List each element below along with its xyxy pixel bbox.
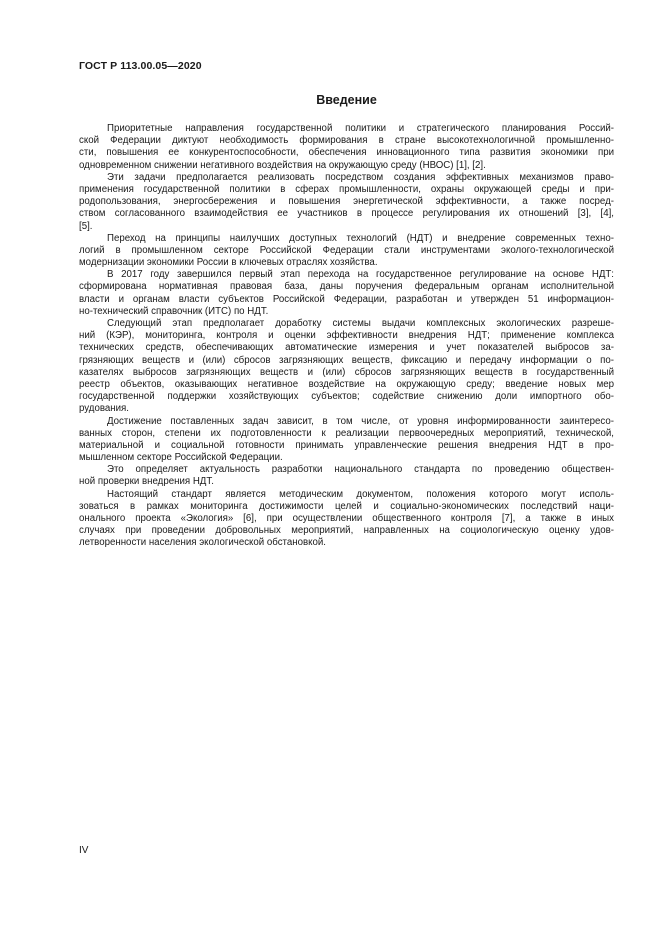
text-line: грязняющих веществ и (или) сбросов загрязняющих веществ, фиксацию и передачу информации о по- xyxy=(79,354,614,366)
paragraph xyxy=(79,464,614,488)
text-line: технических средств, обеспечивающих автоматические измерения и учет показателей выбросов за- xyxy=(79,342,614,354)
text-line: случаях при проведении добровольных мероприятий, направленных на социологическую оценку удов- xyxy=(79,525,614,537)
text-line: ством согласованного взаимодействия ее участников в процессе регулирования их отношений [3], [4], xyxy=(79,208,614,220)
paragraph xyxy=(79,172,614,233)
text-line: ний (КЭР), мониторинга, контроля и оценки эффективности внедрения НДТ; применение комплекса xyxy=(79,330,614,342)
section-title: Введение xyxy=(316,93,377,107)
text-line: реестр объектов, оказывающих негативное воздействие на окружающую среду; введение новых мер xyxy=(79,378,614,390)
text-line: Достижение поставленных задач зависит, в том числе, от уровня информированности заинтересо- xyxy=(107,415,614,427)
paragraph xyxy=(79,489,614,550)
text-line: сформирована нормативная правовая база, даны поручения федеральным органам исполнительной xyxy=(79,281,614,293)
text-line: ной проверки внедрения НДТ. xyxy=(79,476,214,488)
paragraph xyxy=(79,123,614,172)
text-line: модернизации экономики России в ключевых отраслях хозяйства. xyxy=(79,257,378,269)
text-line: [5]. xyxy=(79,220,93,232)
paragraph xyxy=(79,416,614,465)
paragraph xyxy=(79,318,614,416)
text-line: летворенности населения экологической обстановкой. xyxy=(79,537,326,549)
text-line: ванных сторон, степени их подготовленности к реализации первоочередных мероприятий, технической, xyxy=(79,427,614,439)
text-line: мышленном секторе Российской Федерации. xyxy=(79,452,283,464)
text-line: сти, повышения ее конкурентоспособности, обеспечения инновационного типа развития экономики при xyxy=(79,147,614,159)
paragraph xyxy=(79,233,614,270)
text-line: материальной и социальной готовности принимать управленческие решения внедрения НДТ в про- xyxy=(79,439,614,451)
text-line: В 2017 году завершился первый этап перехода на государственное регулирование на основе НДТ: xyxy=(107,269,614,281)
standard-code-header: ГОСТ Р 113.00.05—2020 xyxy=(79,60,202,72)
text-line: Это определяет актуальность разработки национального стандарта по проведению обществен- xyxy=(107,464,614,476)
text-line: Следующий этап предполагает доработку системы выдачи комплексных экологических разреше- xyxy=(107,318,614,329)
text-line: родопользования, энергосбережения и повышения энергетической эффективности, а также посред- xyxy=(79,196,614,208)
body-text xyxy=(79,123,614,550)
text-line: зоваться в рамках мониторинга достижимости целей и социально-экономических последствий наци- xyxy=(79,500,614,512)
page-number: IV xyxy=(79,845,89,856)
text-line: логий в промышленном секторе Российской Федерации стали инструментами эколого-технологической xyxy=(79,244,614,256)
text-line: но-технический справочник (ИТС) по НДТ. xyxy=(79,305,269,317)
text-line: государственной поддержки хозяйствующих субъектов; содействие снижению доли импортного обо- xyxy=(79,391,614,403)
text-line: применения государственной политики в сферах промышленности, охраны окружающей среды и при- xyxy=(79,183,614,195)
text-line: Приоритетные направления государственной политики и стратегического планирования Россий- xyxy=(107,123,614,134)
text-line: Настоящий стандарт является методическим документом, положения которого могут исполь- xyxy=(107,488,614,500)
text-line: Эти задачи предполагается реализовать посредством создания эффективных механизмов право- xyxy=(107,171,614,183)
text-line: Переход на принципы наилучших доступных технологий (НДТ) и внедрение современных техно- xyxy=(107,232,614,244)
text-line: ской Федерации диктуют необходимость формирования в стране высокотехнологичной промышленно- xyxy=(79,135,614,147)
text-line: власти и органам власти субъектов Российской Федерации, разработан и утвержден 51 информацион- xyxy=(79,293,614,305)
text-line: одновременном снижении негативного воздействия на окружающую среду (НВОС) [1], [2]. xyxy=(79,159,486,171)
text-line: рудования. xyxy=(79,403,129,415)
paragraph xyxy=(79,269,614,318)
text-line: казателях выбросов загрязняющих веществ и (или) сбросов загрязняющих веществ в государственный xyxy=(79,366,614,378)
text-line: онального проекта «Экология» [6], при осуществлении общественного контроля [7], а также в иных xyxy=(79,513,614,524)
